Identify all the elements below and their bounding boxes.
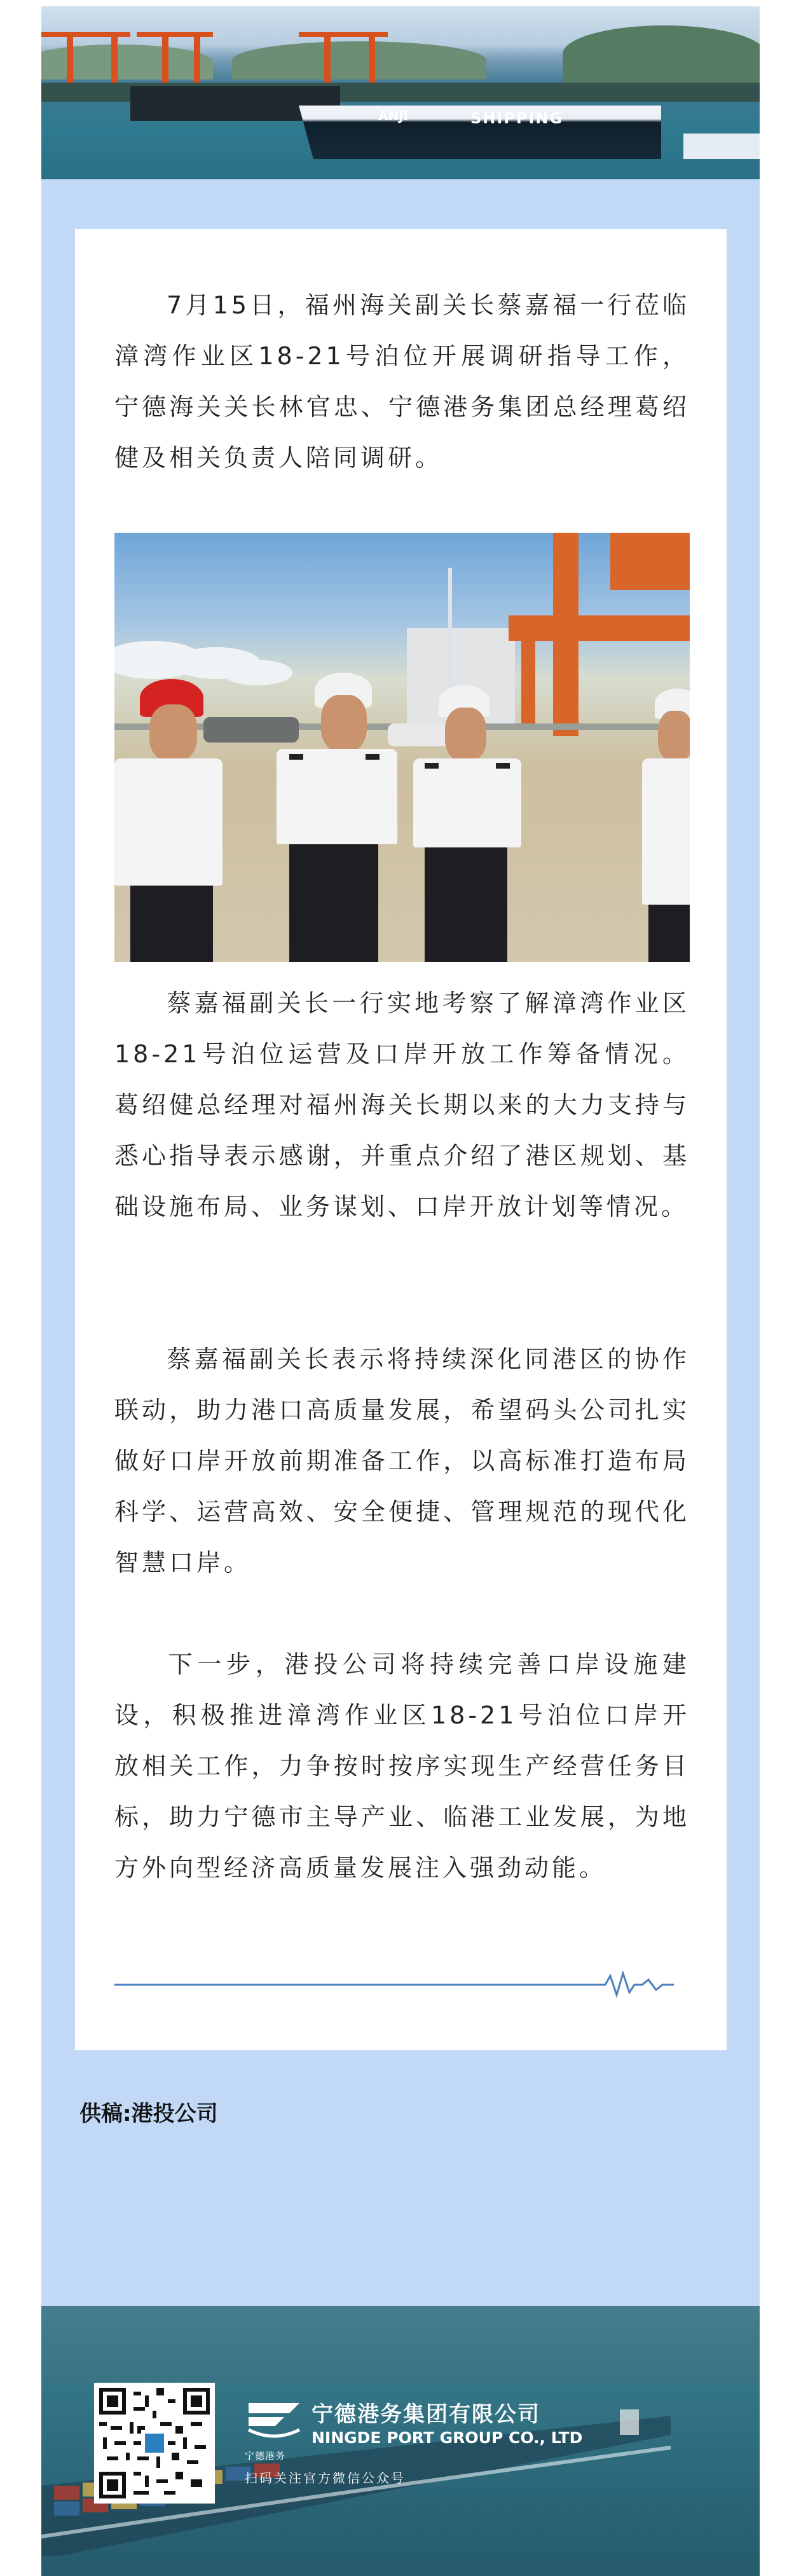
qr-pattern — [99, 2388, 210, 2498]
ship-label-text: SHIPPING — [470, 109, 564, 127]
logo-caption: 宁德港务 — [245, 2450, 286, 2462]
article-paragraph-4: 下一步，港投公司将持续完善口岸设施建设，积极推进漳湾作业区18-21号泊位口岸开放相关工作，力争按时按序实现生产经营任务目标，助力宁德市主导产业、临港工业发展，为地方外向型经济高质量发展注入强劲动能。 — [114, 1650, 690, 1882]
article-paragraph-3: 蔡嘉福副关长表示将持续深化同港区的协作联动，助力港口高质量发展，希望码头公司扎实做好口岸开放前期准备工作，以高标准打造布局科学、运营高效、安全便捷、管理规范的现代化智慧口岸。 — [114, 1345, 690, 1577]
company-name-en: NINGDE PORT GROUP CO., LTD — [312, 2429, 583, 2447]
ship-tag-text: ANJI — [378, 108, 409, 123]
ningde-port-logo-icon — [245, 2397, 303, 2448]
inspection-photo — [114, 533, 690, 962]
wechat-qr-code[interactable] — [94, 2383, 215, 2504]
heartbeat-divider — [114, 1971, 674, 1999]
article-paragraph-2: 蔡嘉福副关长一行实地考察了解漳湾作业区18-21号泊位运营及口岸开放工作筹备情况。葛绍健总经理对福州海关长期以来的大力支持与悉心指导表示感谢，并重点介绍了港区规划、基础设施布局、业务谋划、口岸开放计划等情况。 — [114, 989, 690, 1221]
article-credit: 供稿:港投公司 — [79, 2101, 218, 2127]
qr-scan-note: 扫码关注官方微信公众号 — [245, 2470, 406, 2486]
article-paragraph-1: 7月15日，福州海关副关长蔡嘉福一行莅临漳湾作业区18-21号泊位开展调研指导工作，宁德海关关长林官忠、宁德港务集团总经理葛绍健及相关负责人陪同调研。 — [114, 291, 690, 472]
company-name-cn: 宁德港务集团有限公司 — [312, 2402, 540, 2427]
